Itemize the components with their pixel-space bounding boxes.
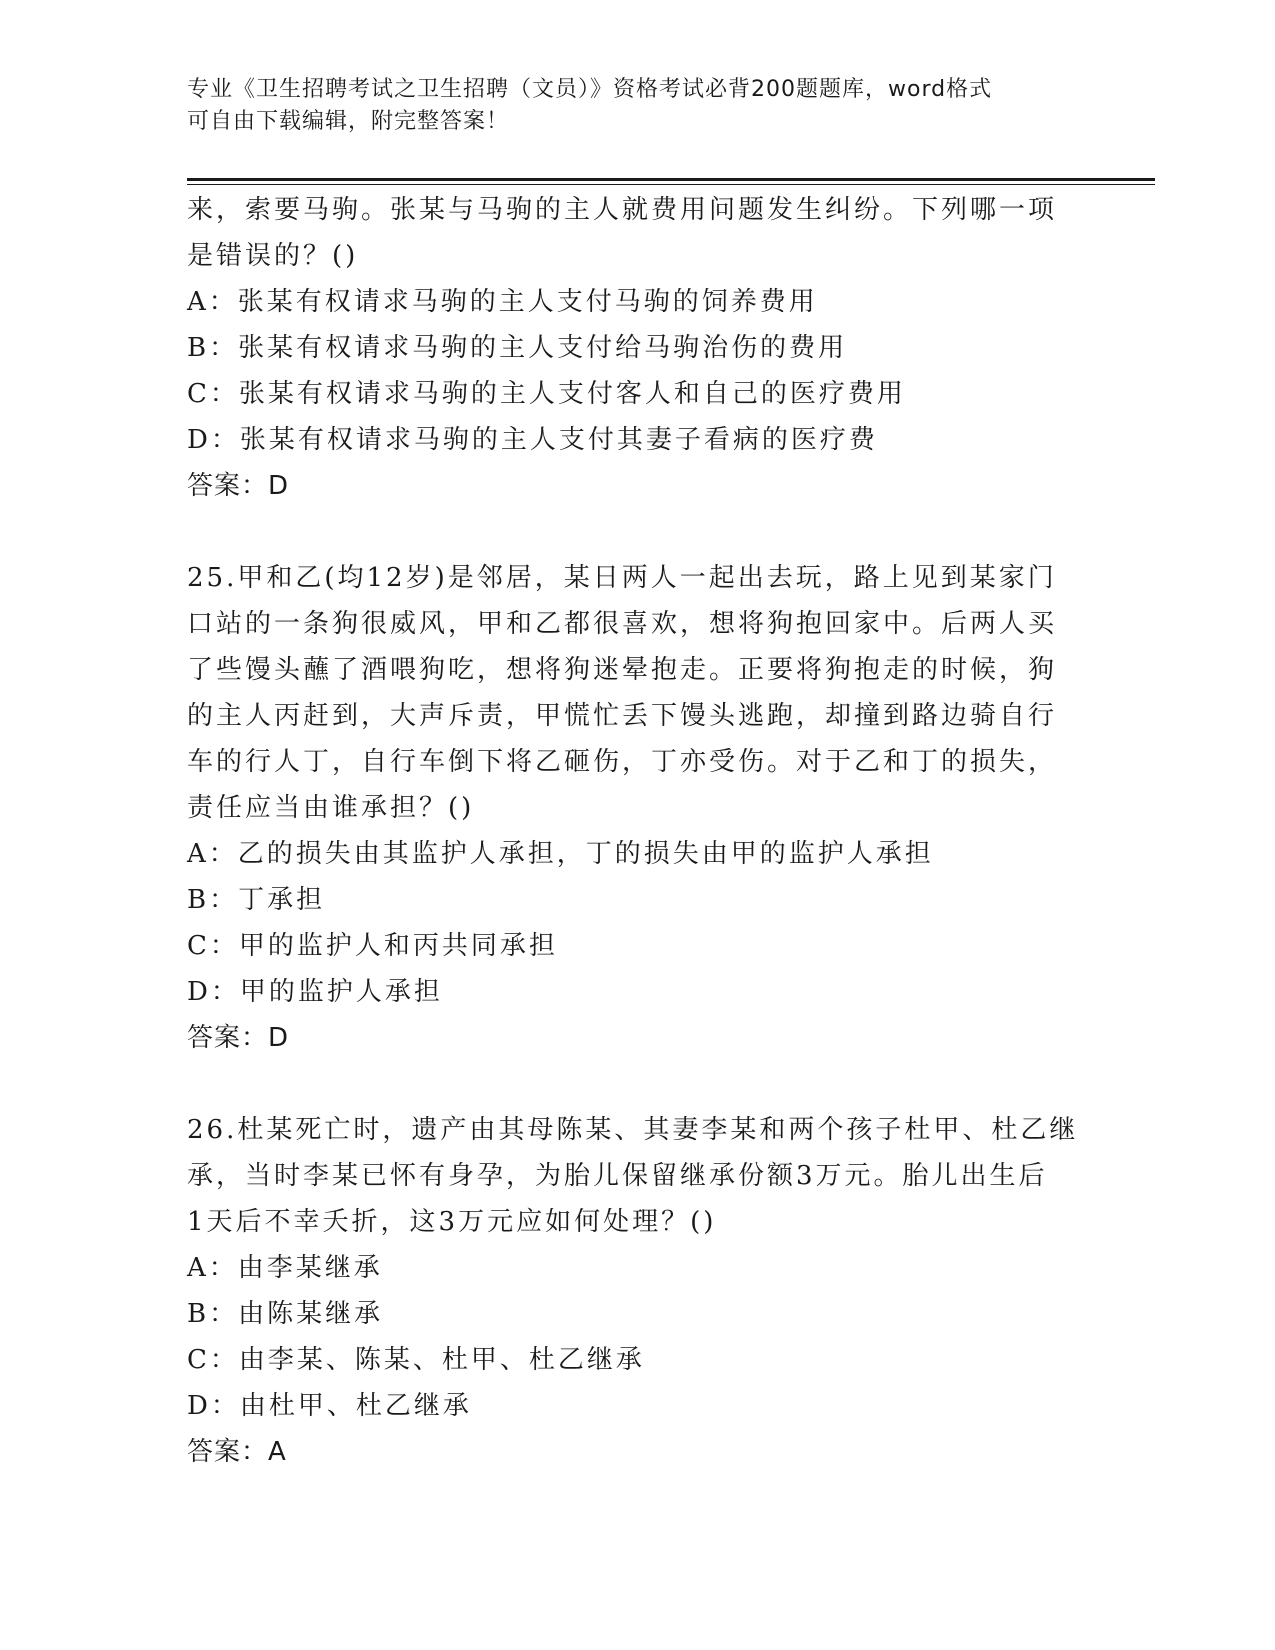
question-stem-line: 1天后不幸夭折，这3万元应如何处理？() <box>187 1207 717 1237</box>
option-b: B：丁承担 <box>187 885 326 915</box>
option-b: B：张某有权请求马驹的主人支付给马驹治伤的费用 <box>187 333 848 363</box>
question-spacer <box>187 509 1087 555</box>
option-a: A：由李某继承 <box>187 1253 383 1283</box>
question-stem-line: 26.杜某死亡时，遗产由其母陈某、其妻李某和两个孩子杜甲、杜乙继 <box>187 1115 1079 1145</box>
option-c: C：由李某、陈某、杜甲、杜乙继承 <box>187 1345 645 1375</box>
header-rule-thin <box>187 184 1155 185</box>
document-header <box>187 74 1087 138</box>
option-b: B：由陈某继承 <box>187 1299 384 1329</box>
question-stem-line: 了些馒头蘸了酒喂狗吃，想将狗迷晕抱走。正要将狗抱走的时候，狗 <box>187 655 1058 685</box>
option-d: D：张某有权请求马驹的主人支付其妻子看病的医疗费 <box>187 425 878 455</box>
answer-line: 答案：D <box>187 471 290 501</box>
question-stem-line: 的主人丙赶到，大声斥责，甲慌忙丢下馒头逃跑，却撞到路边骑自行 <box>187 701 1058 731</box>
question-24 <box>187 187 1087 509</box>
option-d: D：由杜甲、杜乙继承 <box>187 1391 472 1421</box>
question-stem-line: 责任应当由谁承担？() <box>187 793 475 823</box>
question-stem-line: 来，索要马驹。张某与马驹的主人就费用问题发生纠纷。下列哪一项 <box>187 195 1058 225</box>
option-a: A：乙的损失由其监护人承担，丁的损失由甲的监护人承担 <box>187 839 934 869</box>
question-26 <box>187 1107 1087 1475</box>
question-25 <box>187 555 1087 1061</box>
answer-line: 答案：A <box>187 1437 287 1467</box>
option-d: D：甲的监护人承担 <box>187 977 443 1007</box>
question-list <box>187 187 1087 1475</box>
question-stem-line: 是错误的？() <box>187 241 359 271</box>
header-subtitle-line: 可自由下载编辑，附完整答案！ <box>187 109 510 134</box>
option-c: C：甲的监护人和丙共同承担 <box>187 931 558 961</box>
question-stem-line: 承，当时李某已怀有身孕，为胎儿保留继承份额3万元。胎儿出生后 <box>187 1161 1048 1191</box>
question-stem-line: 25.甲和乙(均12岁)是邻居，某日两人一起出去玩，路上见到某家门 <box>187 563 1057 593</box>
question-stem-line: 车的行人丁，自行车倒下将乙砸伤，丁亦受伤。对于乙和丁的损失， <box>187 747 1058 777</box>
option-a: A：张某有权请求马驹的主人支付马驹的饲养费用 <box>187 287 818 317</box>
question-stem-line: 口站的一条狗很威风，甲和乙都很喜欢，想将狗抱回家中。后两人买 <box>187 609 1058 639</box>
question-spacer <box>187 1061 1087 1107</box>
option-c: C：张某有权请求马驹的主人支付客人和自己的医疗费用 <box>187 379 906 409</box>
header-title-line: 专业《卫生招聘考试之卫生招聘（文员）》资格考试必背200题题库，word格式 <box>187 77 993 102</box>
answer-line: 答案：D <box>187 1023 290 1053</box>
header-rule-thick <box>187 178 1155 181</box>
